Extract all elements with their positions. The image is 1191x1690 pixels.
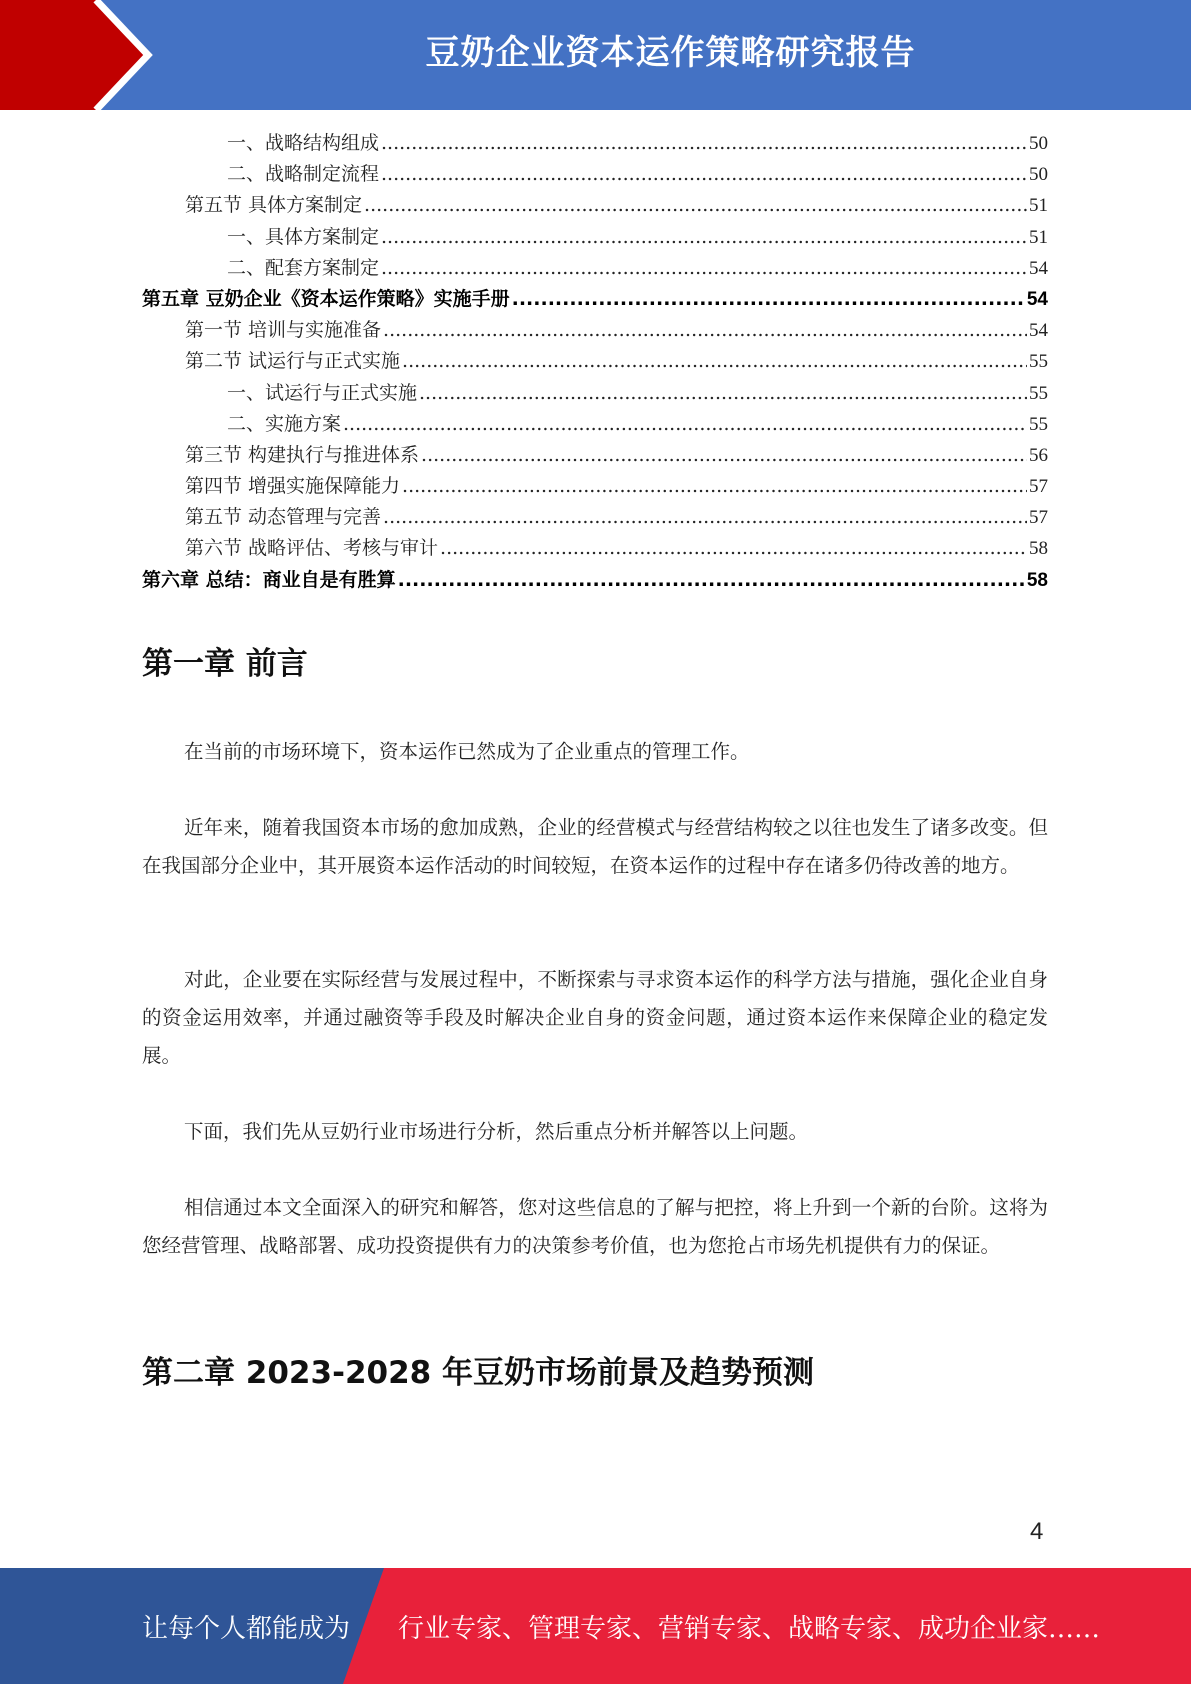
toc-dot-leader [512, 284, 1025, 315]
toc-entry-label: 第五节 具体方案制定 [185, 194, 363, 217]
toc-dot-leader [402, 471, 1027, 502]
toc-entry-page: 51 [1029, 226, 1048, 248]
toc-entry-label: 第四节 增强实施保障能力 [185, 475, 401, 498]
toc-entry[interactable] [142, 378, 1048, 409]
toc-entry[interactable] [142, 471, 1048, 502]
toc-dot-leader [343, 409, 1027, 440]
toc-entry-label: 一、具体方案制定 [227, 225, 380, 248]
footer-slogan-left: 让每个人都能成为 [142, 1614, 351, 1644]
toc-entry[interactable] [142, 159, 1048, 190]
toc-entry-label: 第六节 战略评估、考核与审计 [185, 537, 439, 560]
toc-dot-leader [421, 440, 1027, 471]
toc-entry-page: 57 [1029, 476, 1048, 498]
footer-slogan-right: 行业专家、管理专家、营销专家、战略专家、成功企业家…… [398, 1614, 1101, 1644]
paragraph-2: 近年来，随着我国资本市场的愈加成熟，企业的经营模式与经营结构较之以往也发生了诸多改变。但在我国部分企业中，其开展资本运作活动的时间较短，在资本运作的过程中存在诸多仍待改善的地方。 [142, 816, 1048, 877]
toc-entry-label: 第一节 培训与实施准备 [185, 319, 382, 342]
page-footer [0, 1568, 1191, 1684]
paragraph-4: 下面，我们先从豆奶行业市场进行分析，然后重点分析并解答以上问题。 [184, 1120, 809, 1143]
toc-entry[interactable] [142, 222, 1048, 253]
report-title: 豆奶企业资本运作策略研究报告 [425, 33, 916, 73]
toc-entry[interactable] [142, 346, 1048, 377]
paragraph-1: 在当前的市场环境下，资本运作已然成为了企业重点的管理工作。 [184, 740, 750, 763]
toc-entry-label: 二、战略制定流程 [227, 163, 380, 186]
toc-dot-leader [383, 315, 1027, 346]
toc-entry[interactable] [142, 502, 1048, 533]
toc-entry-page: 57 [1029, 507, 1048, 529]
toc-entry-label: 一、战略结构组成 [227, 132, 380, 154]
toc-entry[interactable] [142, 284, 1048, 315]
toc-entry-label: 二、实施方案 [227, 412, 342, 435]
toc-entry[interactable] [142, 440, 1048, 471]
toc-entry-page: 54 [1026, 288, 1048, 310]
toc-entry-label: 第六章 总结：商业自是有胜算 [142, 568, 396, 591]
page-number: 4 [1030, 1518, 1044, 1545]
toc-dot-leader [398, 565, 1025, 596]
chapter-2-heading: 第二章 2023-2028 年豆奶市场前景及趋势预测 [142, 1355, 815, 1391]
toc-entry-label: 第五章 豆奶企业《资本运作策略》实施手册 [142, 287, 510, 310]
table-of-contents [142, 128, 1048, 596]
toc-entry-page: 55 [1029, 382, 1048, 404]
toc-dot-leader [381, 159, 1027, 190]
toc-entry-page: 54 [1029, 257, 1048, 279]
toc-dot-leader [364, 190, 1027, 221]
paragraph-3: 对此，企业要在实际经营与发展过程中，不断探索与寻求资本运作的科学方法与措施，强化企业自身的资金运用效率，并通过融资等手段及时解决企业自身的资金问题，通过资本运作来保障企业的稳定发展。 [142, 968, 1048, 1067]
toc-entry-label: 二、配套方案制定 [227, 256, 380, 279]
toc-entry-label: 第三节 构建执行与推进体系 [185, 443, 420, 466]
chapter-1-heading: 第一章 前言 [142, 646, 308, 682]
toc-entry-page: 58 [1029, 538, 1048, 560]
toc-entry-page: 55 [1029, 413, 1048, 435]
page-header [0, 0, 1191, 110]
toc-dot-leader [381, 128, 1027, 159]
toc-entry-page: 51 [1029, 195, 1048, 217]
toc-entry[interactable] [142, 190, 1048, 221]
toc-entry-page: 58 [1026, 569, 1048, 591]
toc-entry[interactable] [142, 128, 1048, 159]
toc-entry[interactable] [142, 253, 1048, 284]
toc-entry-page: 50 [1029, 133, 1048, 154]
toc-entry-page: 50 [1029, 164, 1048, 186]
toc-entry-page: 54 [1029, 320, 1048, 342]
toc-entry-page: 56 [1029, 444, 1048, 466]
toc-dot-leader [402, 346, 1027, 377]
toc-dot-leader [440, 533, 1027, 564]
red-arrow-decoration [0, 0, 160, 110]
toc-dot-leader [383, 502, 1027, 533]
toc-entry-label: 一、试运行与正式实施 [227, 381, 418, 404]
toc-dot-leader [381, 253, 1027, 284]
toc-dot-leader [381, 222, 1027, 253]
toc-entry-page: 55 [1029, 351, 1048, 373]
toc-entry[interactable] [142, 409, 1048, 440]
toc-entry[interactable] [142, 533, 1048, 564]
toc-entry-label: 第五节 动态管理与完善 [185, 506, 382, 529]
paragraph-5: 相信通过本文全面深入的研究和解答，您对这些信息的了解与把控，将上升到一个新的台阶。这将为您经营管理、战略部署、成功投资提供有力的决策参考价值，也为您抢占市场先机提供有力的保证。 [142, 1196, 1048, 1257]
toc-entry[interactable] [142, 315, 1048, 346]
toc-entry-label: 第二节 试运行与正式实施 [185, 350, 401, 373]
toc-entry[interactable] [142, 565, 1048, 596]
toc-dot-leader [419, 378, 1027, 409]
